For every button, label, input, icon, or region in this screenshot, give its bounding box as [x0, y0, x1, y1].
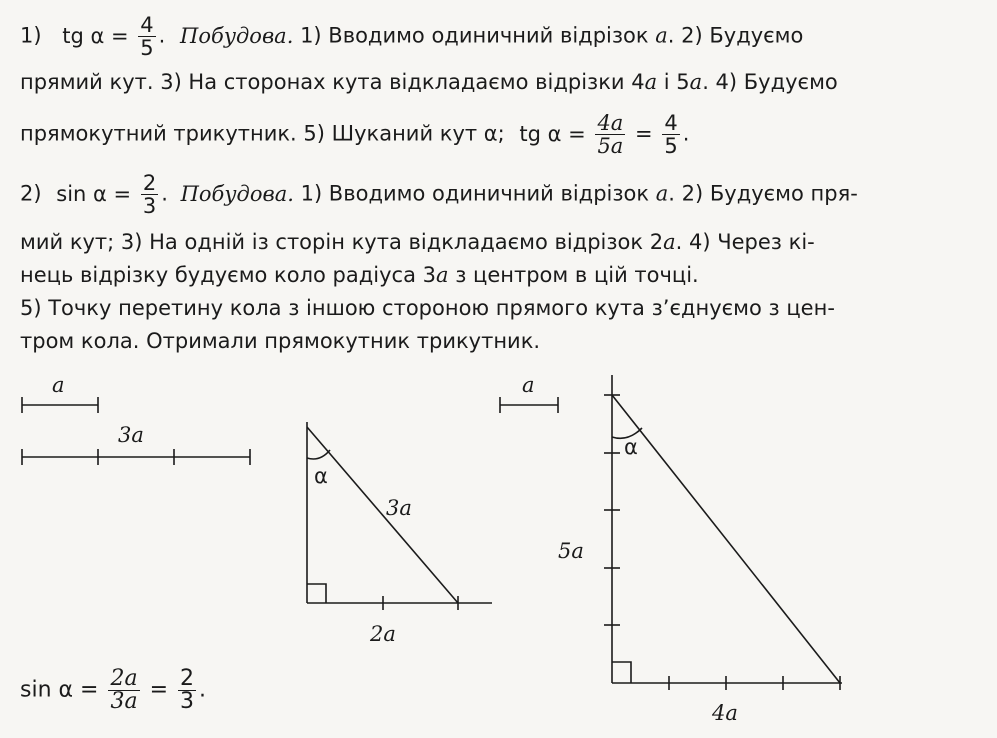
formula-lhs: sin α =	[20, 677, 99, 703]
formula-f2-den: 3	[180, 689, 195, 714]
label-tri2-alpha: α	[624, 435, 638, 459]
p1-number: 1)	[20, 23, 42, 48]
p1-l2-var-a2: a	[689, 70, 703, 94]
p2-frac-num: 2	[142, 171, 157, 195]
unit-segment-left	[22, 397, 98, 413]
p2-step-text-b: . 2) Будуємо пря-	[668, 181, 858, 206]
label-tri2-leg: 5a	[558, 539, 584, 563]
p1-l3-expr-lhs: tg α =	[519, 121, 586, 146]
sine-formula	[20, 668, 206, 713]
p1-l3-f1-den: 5a	[597, 134, 624, 158]
p2-frac-den: 3	[142, 194, 157, 218]
p1-l2-text-a: прямий кут. 3) На сторонах кута відкладаємо відрізки 4	[20, 70, 645, 94]
label-tri1-hyp: 3a	[386, 496, 412, 520]
p1-l3-f1-num: 4a	[597, 111, 624, 135]
segment-3a	[22, 449, 250, 465]
label-tri2-base: 4a	[712, 701, 738, 725]
label-unit-left: a	[52, 373, 65, 397]
formula-f1-num: 2a	[110, 666, 138, 691]
p1-step-text-a: 1) Вводимо одиничний відрізок	[300, 23, 649, 48]
label-unit-right: a	[522, 373, 535, 397]
formula-fraction-2	[178, 668, 196, 713]
p2-expr-lhs: sin α =	[56, 181, 132, 206]
p1-var-a: a	[655, 23, 668, 48]
p2-l4-text: 5) Точку перетину кола з іншою стороною прямого кута з’єднуємо з цен-	[20, 296, 835, 320]
formula-eq: =	[149, 677, 169, 703]
p1-l2-text-c: . 4) Будуємо	[702, 70, 838, 94]
p1-construction-label: Побудова.	[180, 23, 294, 48]
formula-period: .	[199, 677, 207, 703]
p2-l2-var-a: a	[663, 230, 676, 254]
p1-frac-den: 5	[140, 36, 154, 60]
formula-f2-num: 2	[180, 666, 195, 691]
triangle-2	[604, 375, 842, 690]
p2-l3-text-b: з центром в цій точці.	[448, 263, 699, 287]
label-tri1-alpha: α	[314, 464, 328, 488]
label-segment-3a: 3a	[118, 423, 144, 447]
p1-period: .	[158, 23, 166, 48]
p2-l5-text: тром кола. Отримали прямокутник трикутник.	[20, 329, 541, 353]
label-tri1-base: 2a	[370, 622, 396, 646]
p1-l3-f2-den: 5	[664, 134, 678, 158]
unit-segment-right	[500, 397, 558, 413]
p1-step-text-b: . 2) Будуємо	[667, 23, 804, 48]
p2-construction-label: Побудова.	[180, 181, 294, 206]
p2-period: .	[161, 181, 168, 206]
p2-l3-text-a: нець відрізку будуємо коло радіуса 3	[20, 263, 436, 287]
p2-l3-var-a: a	[435, 263, 449, 287]
p2-var-a: a	[655, 181, 669, 206]
p1-l3-text: прямокутний трикутник. 5) Шуканий кут α;	[20, 121, 505, 146]
p2-l2-text-a: мий кут; 3) На одній із сторін кута відкладаємо відрізок 2	[20, 230, 664, 254]
p2-step-text-a: 1) Вводимо одиничний відрізок	[300, 181, 650, 206]
p1-expr-lhs: tg α =	[62, 23, 129, 48]
p1-l3-f2-num: 4	[664, 111, 678, 135]
p1-l3-eq: =	[635, 121, 653, 146]
p1-l3-period: .	[682, 121, 690, 146]
p2-number: 2)	[20, 181, 42, 206]
p1-l2-text-b: і 5	[657, 70, 690, 94]
p1-l2-var-a1: a	[644, 70, 658, 94]
p1-frac-num: 4	[140, 13, 154, 37]
p2-l2-text-b: . 4) Через кі-	[675, 230, 815, 254]
formula-f1-den: 3a	[110, 689, 138, 714]
formula-fraction-1	[108, 668, 139, 713]
